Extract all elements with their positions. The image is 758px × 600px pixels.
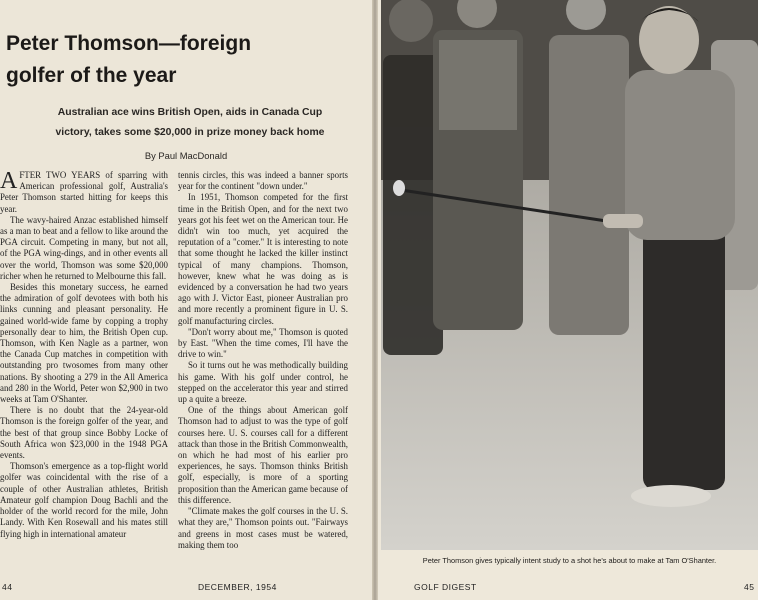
byline: By Paul MacDonald bbox=[144, 150, 228, 161]
spectator-2 bbox=[433, 0, 523, 330]
body-column-1 bbox=[0, 170, 168, 588]
body-column-2 bbox=[178, 170, 348, 588]
paragraph: Besides this monetary success, he earned the admiration of golf devotees with both his links cunning and pleasant personality. He gained world-wide fame by copping a trophy personally dear to him, the British Open cup. Thomson, with Ken Nagle as a partner, won the Canada Cup matches in competition with outstanding pro twosomes from many other nations. By shooting a 279 in the All America and 280 in the World, Peter won $2,900 in two weeks at Tam O'Shanter. bbox=[0, 282, 168, 405]
paragraph: There is no doubt that the 24-year-old Thomson is the foreign golfer of the year, and the best of that group since Bobby Locke of South Africa won $23,000 in the 1948 PGA events. bbox=[0, 405, 168, 461]
paragraph: In 1951, Thomson competed for the first time in the British Open, and for the next two years got his feet wet on the American tour. He didn't win too much, yet acquired the reputation of a "comer." It is interesting to note that some thought he lacked the killer instinct typical of many champions. Thomson, however, knew what he was doing as is evidenced by a conversation he had two years ago with J. Victor East, pioneer Australian pro and more recently a prominent figure in U. S. golf manufacturing circles. bbox=[178, 192, 348, 326]
spectator-3 bbox=[549, 0, 629, 335]
drop-cap: A bbox=[0, 170, 18, 194]
paragraph: So it turns out he was methodically building his game. With his golf under control, he stepped on the accelerator this year and stirred up a quite a breeze. bbox=[178, 360, 348, 405]
left-page bbox=[0, 0, 372, 600]
photo-caption: Peter Thomson gives typically intent study to a shot he's about to make at Tam O'Shanter. bbox=[422, 556, 717, 565]
article-title bbox=[6, 28, 366, 92]
title-line-1: Peter Thomson—foreign bbox=[6, 32, 252, 55]
photo-peter-thomson bbox=[381, 0, 758, 550]
page-number-right: 45 bbox=[744, 582, 755, 592]
issue-date: DECEMBER, 1954 bbox=[198, 582, 277, 592]
paragraph: The wavy-haired Anzac established himself as a man to beat and a fellow to like around the PGA circuit. Competing in many, but not all, of the PGA wing-dings, and in other events all over the world, Thomson was some $20,000 richer when he returned to Melbourne this fall. bbox=[0, 214, 168, 281]
magazine-name: GOLF DIGEST bbox=[414, 582, 477, 592]
paragraph: "Don't worry about me," Thomson is quoted by East. "When the time comes, I'll have the drive to win." bbox=[178, 326, 348, 360]
title-line-2: golfer of the year bbox=[6, 64, 177, 87]
paragraph: One of the things about American golf Thomson had to adjust to was the type of golf courses here. U. S. courses call for a different attack than those in the British Commonwealth, on which he had most of his earlier pro experiences, he says. Thomson thinks British golf, especially, is more of a sporting proposition than the American game because of this difference. bbox=[178, 405, 348, 505]
page-number-left: 44 bbox=[2, 582, 13, 592]
paragraph: AFTER TWO YEARS of sparring with American professional golf, Australia's Peter Thomson started hitting for keeps this year. bbox=[0, 170, 168, 214]
article-deck bbox=[20, 103, 360, 143]
deck-line-1: Australian ace wins British Open, aids in Canada Cup bbox=[57, 107, 323, 118]
paragraph: "Climate makes the golf courses in the U. S. what they are," Thomson points out. "Fairways and greens in most cases must be watered, making them too bbox=[178, 506, 348, 550]
paragraph: Thomson's emergence as a top-flight world golfer was coincidental with the rise of a couple of other Australian athletes, British Amateur golf champion Doug Bachli and the holder of the world record for the mile, John Landy. With Ken Rosewall and his mates still flying high in international amateur bbox=[0, 461, 168, 539]
paragraph: tennis circles, this was indeed a banner sports year for the continent "down under." bbox=[178, 170, 348, 192]
deck-line-2: victory, takes some $20,000 in prize money back home bbox=[55, 127, 325, 138]
photo-illustration bbox=[381, 0, 758, 550]
